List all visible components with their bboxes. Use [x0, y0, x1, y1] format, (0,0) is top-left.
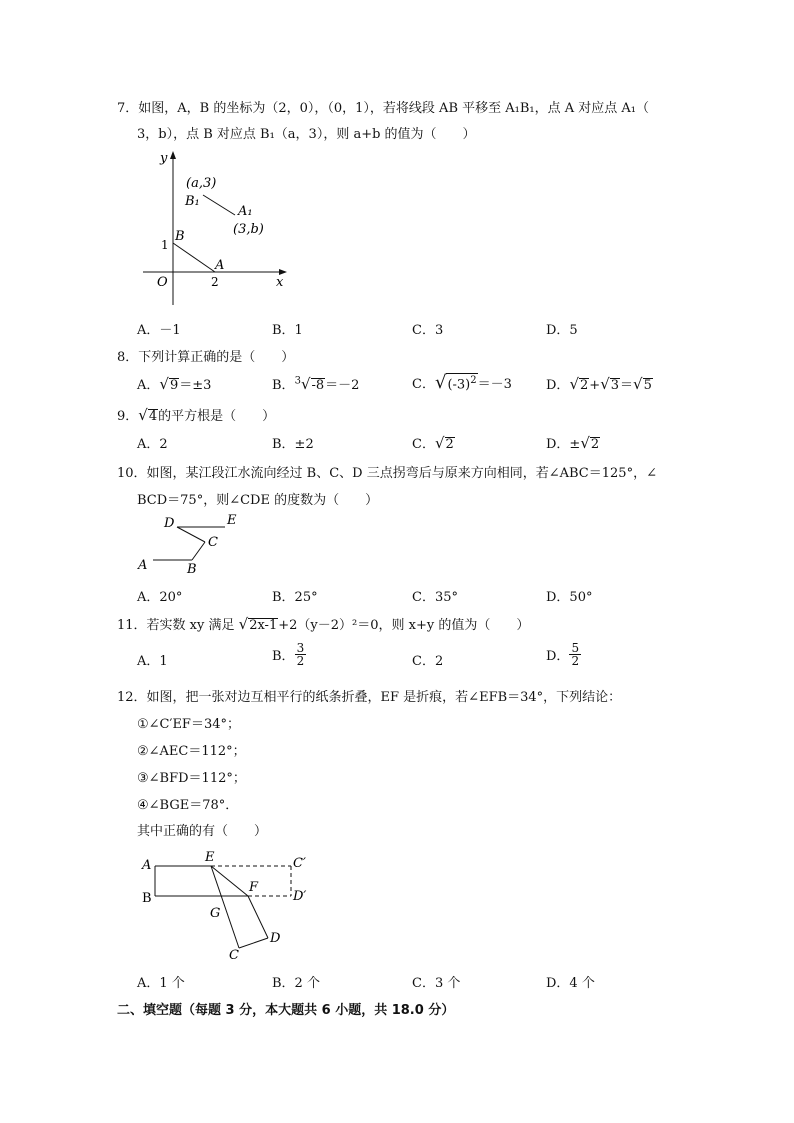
q10-point-a: A [138, 558, 148, 573]
q12-point-c-prime: C′ [293, 856, 306, 871]
q9-stem: 9．√4的平方根是（ ） [117, 406, 276, 424]
q10-point-c: C [208, 535, 218, 550]
q9-option-d: D．±√2 [546, 434, 600, 452]
q8-option-b: B．$^3$√-8＝－2 [272, 375, 360, 393]
q12-point-f: F [249, 880, 259, 895]
q8-stem: 8．下列计算正确的是（ ） [117, 350, 295, 365]
q7-option-c: C．3 [412, 323, 444, 338]
q7-option-d: D．5 [546, 323, 578, 338]
q7-option-b: B．1 [272, 323, 303, 338]
q7-tick-2: 2 [211, 275, 219, 289]
q11-stem: 11．若实数 xy 满足 √2x-1+2（y－2）²＝0，则 x+y 的值为（ ） [117, 615, 530, 633]
q7-point-a: A [215, 258, 225, 273]
q10-point-d: D [164, 516, 175, 531]
q7-tick-1: 1 [161, 238, 169, 252]
q12-point-g: G [210, 906, 221, 921]
q11-option-d: D． $\frac{5}{2}$ [546, 641, 580, 668]
q12-option-d: D．4 个 [546, 976, 595, 991]
q12-folding-figure [135, 845, 335, 970]
q7-point-b1: B₁ [185, 194, 200, 209]
q7-stem-line1: 7．如图，A，B 的坐标为（2，0），（0，1），若将线段 AB 平移至 A₁B₁，点 A 对应点 A₁（ [117, 101, 650, 116]
q9-option-b: B．±2 [272, 437, 314, 452]
q12-question: 其中正确的有（ ） [137, 824, 268, 839]
q7-point-b: B [175, 229, 185, 244]
q10-point-e: E [227, 513, 237, 528]
q12-point-b: B [142, 891, 152, 906]
q12-point-a: A [142, 858, 152, 873]
q9-option-a: A．2 [137, 437, 168, 452]
q11-option-a: A．1 [137, 654, 168, 669]
q12-point-c: C [229, 948, 239, 963]
q10-option-a: A．20° [137, 590, 183, 605]
q12-item-2: ②∠AEC＝112°； [137, 744, 246, 759]
q12-option-a: A．1 个 [137, 976, 185, 991]
q12-item-1: ①∠C′EF＝34°； [137, 717, 240, 732]
q7-y-label: y [160, 151, 168, 166]
q8-option-c: C．$√(-3)^2=-3$ [412, 372, 512, 393]
q7-point-a1-coord: (3,b) [233, 222, 264, 237]
q10-option-c: C．35° [412, 590, 458, 605]
q7-point-a1: A₁ [238, 204, 253, 219]
q10-stem-line2: BCD＝75°，则∠CDE 的度数为（ ） [137, 493, 379, 508]
q12-point-d: D [270, 931, 281, 946]
q11-option-c: C．2 [412, 654, 444, 669]
q7-stem-line2: 3，b），点 B 对应点 B₁（a，3），则 a+b 的值为（ ） [137, 127, 476, 142]
q7-coordinate-figure [135, 145, 295, 315]
q7-point-b1-coord: (a,3) [186, 176, 217, 191]
q10-option-d: D．50° [546, 590, 593, 605]
q12-item-4: ④∠BGE＝78°． [137, 798, 239, 813]
section-heading-fill-in: 二、填空题（每题 3 分，本大题共 6 小题，共 18.0 分） [117, 1003, 455, 1018]
q7-origin-label: O [157, 275, 168, 290]
q12-point-d-prime: D′ [293, 889, 307, 904]
q7-x-label: x [276, 275, 284, 290]
q8-option-a: A．√9＝±3 [137, 375, 212, 393]
q8-option-d: D．√2+√3＝√5 [546, 375, 652, 393]
q7-option-a: A．－1 [137, 323, 181, 338]
q12-stem: 12．如图，把一张对边互相平行的纸条折叠，EF 是折痕，若∠EFB＝34°，下列结论： [117, 690, 622, 705]
q12-point-e: E [205, 850, 215, 865]
q11-option-b: B． $\frac{3}{2}$ [272, 641, 305, 668]
q10-river-figure [135, 510, 255, 580]
q12-option-b: B．2 个 [272, 976, 320, 991]
q10-option-b: B．25° [272, 590, 318, 605]
q12-item-3: ③∠BFD＝112°； [137, 771, 246, 786]
q12-option-c: C．3 个 [412, 976, 461, 991]
q10-point-b: B [187, 562, 197, 577]
q10-stem-line1: 10．如图，某江段江水流向经过 B、C、D 三点拐弯后与原来方向相同，若∠ABC＝125°，∠ [117, 466, 657, 481]
q9-option-c: C．√2 [412, 434, 454, 452]
